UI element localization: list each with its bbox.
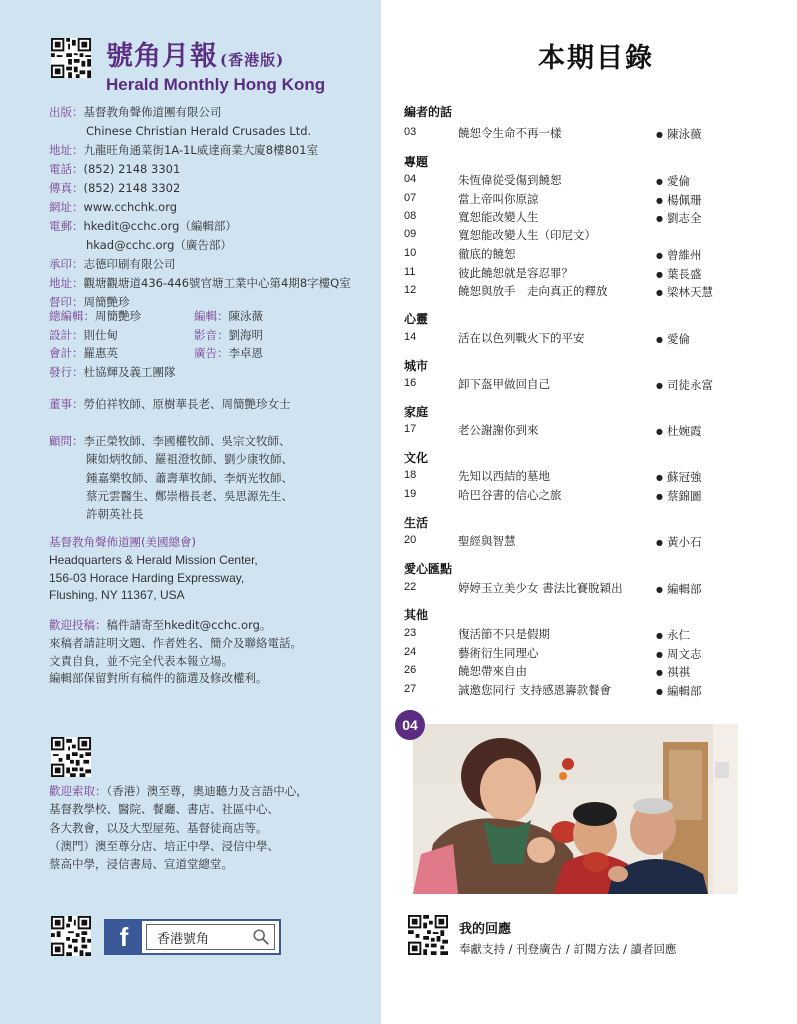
staff-list	[49, 307, 339, 381]
info-line: 地址：觀塘觀塘道436-446號官塘工業中心第4期8字樓Q室	[49, 276, 351, 290]
toc-title: 本期目錄	[538, 43, 654, 74]
photo-illustration	[413, 724, 738, 894]
submission-notice: 歡迎投稿：稿件請寄至hkedit@cchc.org。 來稿者請註明文題、作者姓名、簡介及聯絡電話。 文責自負，並不完全代表本報立場。 編輯部保留對所有稿件的篩選及修改權利。	[49, 618, 302, 686]
page-number-badge: 04	[395, 710, 425, 740]
info-line: 出版：基督教角聲佈道團有限公司	[49, 105, 222, 119]
staff-row: 會計：羅惠英 廣告：李卓恩	[49, 346, 263, 360]
info-line: 傳真：(852) 2148 3302	[49, 181, 181, 195]
toc-entry[interactable]: 04 朱恆偉從受傷到饒恕 ● 愛倫	[404, 172, 784, 189]
facebook-search-field[interactable]	[146, 924, 275, 950]
toc-section-heading: 家庭	[404, 405, 429, 419]
info-line: 電郵：hkedit@cchc.org（編輯部）	[49, 219, 237, 233]
toc-entry[interactable]: 19 哈巴谷書的信心之旅 ● 蔡錦圖	[404, 487, 784, 504]
toc-section-heading: 其他	[404, 608, 429, 622]
toc-section-heading: 心靈	[404, 312, 429, 326]
masthead-edition: (香港版)	[220, 51, 285, 69]
info-line: hkad@cchc.org（廣告部）	[86, 238, 232, 252]
cover-story-photo	[413, 724, 738, 894]
toc-entry[interactable]: 18 先知以西結的墓地 ● 蘇冠強	[404, 468, 784, 485]
info-line: 督印：周簡艷珍	[49, 295, 130, 309]
response-links[interactable]: 奉獻支持 / 刊登廣告 / 訂閱方法 / 讀者回應	[459, 942, 677, 956]
masthead-title: 號角月報 (香港版)	[106, 41, 285, 72]
toc-entry[interactable]: 14 活在以色列戰火下的平安 ● 愛倫	[404, 330, 784, 347]
table-of-contents-panel	[381, 0, 797, 1024]
info-line: 網址：www.cchchk.org	[49, 200, 178, 214]
toc-entry[interactable]: 22 婷婷玉立美少女 書法比賽脫穎出 ● 編輯部	[404, 580, 784, 597]
qr-code-icon	[51, 737, 91, 777]
toc-entry[interactable]: 11 彼此饒恕就是容忍罪？ ● 葉長盛	[404, 265, 784, 282]
publisher-info	[49, 103, 351, 312]
staff-row: 總編輯：周簡艷珍 編輯：陳泳薇	[49, 309, 263, 323]
qr-code-icon	[408, 915, 448, 955]
advisors: 顧問：李正榮牧師、李國權牧師、吳宗文牧師、 陳如炳牧師、羅祖澄牧師、劉少康牧師、 鍾嘉樂牧師、蕭壽華牧師、李炳光牧師、 蔡元雲醫生、鄭崇楷長老、吳思源先生、 許朝英社長	[49, 434, 293, 522]
toc-section-heading: 專題	[404, 155, 429, 169]
info-line: Chinese Christian Herald Crusades Ltd.	[86, 124, 312, 138]
toc-entry[interactable]: 26 饒恕帶來自由 ● 祺祺	[404, 663, 784, 680]
toc-entry[interactable]: 03 饒恕令生命不再一樣 ● 陳泳薇	[404, 125, 784, 142]
masthead	[106, 34, 325, 95]
toc-entry[interactable]: 27 誠邀您同行 支持感恩籌款餐會 ● 編輯部	[404, 682, 784, 699]
publication-info-panel	[0, 0, 381, 1024]
facebook-page-search[interactable]	[104, 919, 281, 955]
headquarters-address: 基督教角聲佈道團(美國總會) Headquarters & Herald Mission Center, 156-03 Horace Harding Expressway, Flushing, NY 11367, USA	[49, 535, 258, 603]
staff-row: 設計：則仕甸 影音：劉海明	[49, 327, 263, 342]
toc-section-heading: 生活	[404, 516, 429, 530]
toc-section-heading: 城市	[404, 359, 429, 373]
info-line: 承印：志德印刷有限公司	[49, 257, 176, 271]
toc-entry[interactable]: 23 復活節不只是假期 ● 永仁	[404, 626, 784, 643]
staff-row: 發行：杜協輝及義工團隊	[49, 364, 176, 379]
info-line: 電話：(852) 2148 3301	[49, 162, 181, 176]
toc-entry[interactable]: 09 寬恕能改變人生（印尼文）	[404, 228, 596, 242]
toc-entry[interactable]: 20 聖經與智慧 ● 黃小石	[404, 533, 784, 550]
toc-section-heading: 愛心匯點	[404, 562, 453, 576]
toc-section-heading: 編者的話	[404, 105, 453, 119]
toc-entry[interactable]: 24 藝術衍生同理心 ● 周文志	[404, 645, 784, 662]
board-of-directors: 董事：勞伯祥牧師、原樹華長老、周簡艷珍女士	[49, 397, 291, 411]
toc-entry[interactable]: 16 卸下盔甲做回自己 ● 司徒永富	[404, 376, 784, 393]
info-line: 地址：九龍旺角通菜街1A-1L威達商業大廈8樓801室	[49, 143, 319, 157]
toc-entry[interactable]: 08 寬恕能改變人生 ● 劉志全	[404, 209, 784, 226]
response-title: 我的回應	[459, 922, 512, 937]
qr-code-icon	[51, 38, 91, 78]
toc-entry[interactable]: 10 徹底的饒恕 ● 曾維州	[404, 246, 784, 263]
qr-code-icon	[51, 916, 91, 956]
toc-entry[interactable]: 07 當上帝叫你原諒 ● 楊佩珊	[404, 191, 784, 208]
masthead-subtitle: Herald Monthly Hong Kong	[106, 75, 326, 94]
search-icon	[252, 928, 270, 946]
facebook-icon: f	[106, 921, 142, 953]
distribution-notice: 歡迎索取：（香港）澳至尊，奧迪聽力及言語中心， 基督教學校、醫院、餐廳、書店、社區中心、 各大教會，以及大型屋苑、基督徒商店等。 （澳門）澳至尊分店、培正中學、浸信中學、 蔡高中學，浸信書局、宣道堂總堂。	[49, 784, 308, 872]
toc-entry[interactable]: 12 饒恕與放手 走向真正的釋放 ● 梁林天慧	[404, 283, 784, 300]
toc-section-heading: 文化	[404, 451, 429, 465]
facebook-search-text: 香港號角	[157, 931, 210, 947]
toc-entry[interactable]: 17 老公謝謝你到來 ● 杜婉霞	[404, 422, 784, 439]
